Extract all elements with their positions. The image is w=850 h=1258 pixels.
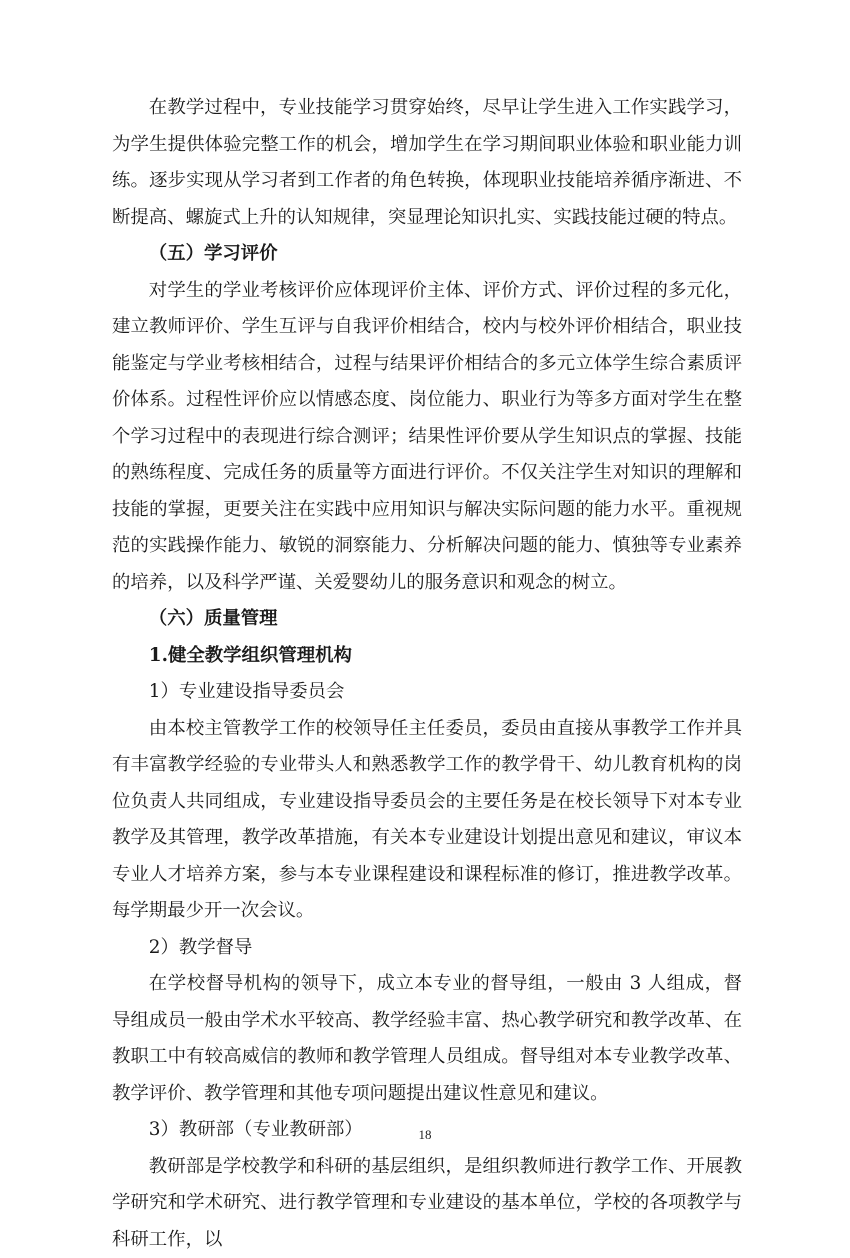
section-heading-learning-evaluation: （五）学习评价 — [112, 236, 742, 273]
paragraph-teaching-supervision: 在学校督导机构的领导下，成立本专业的督导组，一般由 3 人组成，督导组成员一般由学术水平较高、教学经验丰富、热心教学研究和教学改革、在教职工中有较高威信的教师和教学管理人员组成。督导组对本专业教学改革、教学评价、教学管理和其他专项问题提出建议性意见和建议。 — [112, 966, 742, 1112]
item-heading-steering-committee: 1）专业建设指导委员会 — [112, 674, 742, 711]
subsection-heading-organization: 1.健全教学组织管理机构 — [112, 638, 742, 675]
item-heading-teaching-research-dept: 3）教研部（专业教研部） — [112, 1112, 742, 1149]
paragraph-teaching-research-dept: 教研部是学校教学和科研的基层组织，是组织教师进行教学工作、开展教学研究和学术研究、进行教学管理和专业建设的基本单位，学校的各项教学与科研工作，以 — [112, 1149, 742, 1258]
paragraph-steering-committee: 由本校主管教学工作的校领导任主任委员，委员由直接从事教学工作并具有丰富教学经验的专业带头人和熟悉教学工作的教学骨干、幼儿教育机构的岗位负责人共同组成，专业建设指导委员会的主要任务是在校长领导下对本专业教学及其管理，教学改革措施，有关本专业建设计划提出意见和建议，审议本专业人才培养方案，参与本专业课程建设和课程标准的修订，推进教学改革。每学期最少开一次会议。 — [112, 711, 742, 930]
paragraph-teaching-process: 在教学过程中，专业技能学习贯穿始终，尽早让学生进入工作实践学习，为学生提供体验完整工作的机会，增加学生在学习期间职业体验和职业能力训练。逐步实现从学习者到工作者的角色转换，体现职业技能培养循序渐进、不断提高、螺旋式上升的认知规律，突显理论知识扎实、实践技能过硬的特点。 — [112, 90, 742, 236]
page-content — [112, 90, 742, 1258]
item-heading-teaching-supervision: 2）教学督导 — [112, 930, 742, 967]
paragraph-learning-evaluation: 对学生的学业考核评价应体现评价主体、评价方式、评价过程的多元化，建立教师评价、学生互评与自我评价相结合，校内与校外评价相结合，职业技能鉴定与学业考核相结合，过程与结果评价相结合的多元立体学生综合素质评价体系。过程性评价应以情感态度、岗位能力、职业行为等多方面对学生在整个学习过程中的表现进行综合测评；结果性评价要从学生知识点的掌握、技能的熟练程度、完成任务的质量等方面进行评价。不仅关注学生对知识的理解和技能的掌握，更要关注在实践中应用知识与解决实际问题的能力水平。重视规范的实践操作能力、敏锐的洞察能力、分析解决问题的能力、慎独等专业素养的培养，以及科学严谨、关爱婴幼儿的服务意识和观念的树立。 — [112, 273, 742, 602]
page-number: 18 — [0, 1127, 850, 1143]
section-heading-quality-management: （六）质量管理 — [112, 601, 742, 638]
